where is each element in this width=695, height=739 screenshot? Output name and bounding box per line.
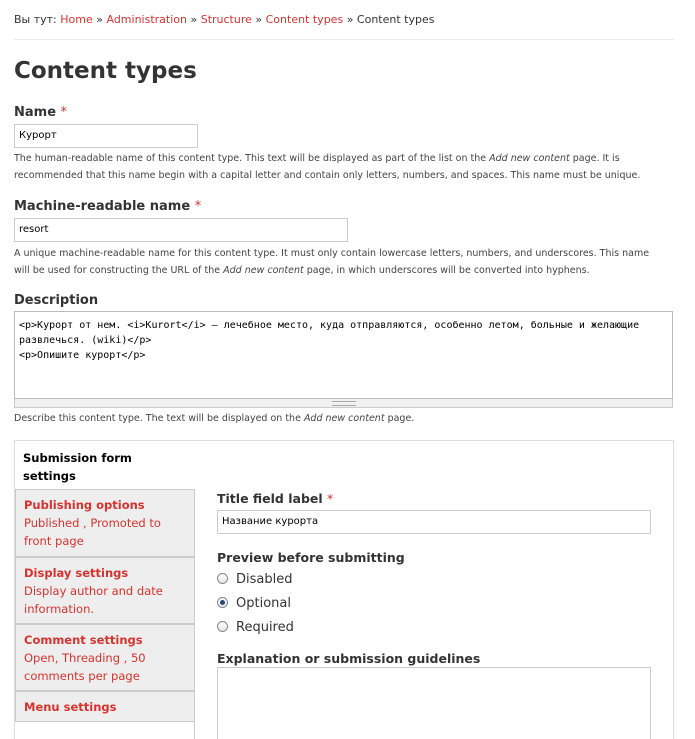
- name-description-emphasis: Add new content: [489, 153, 570, 164]
- breadcrumb-separator: »: [346, 13, 354, 26]
- machine-name-description-text: page, in which underscores will be converted into hyphens.: [303, 265, 590, 276]
- machine-name-description-text: A unique machine-readable name for this content type. It must only contain lowercase letters, numbers, and underscores. This name will be used for constructing the URL of the: [14, 248, 650, 276]
- breadcrumb-current: Content types: [356, 13, 435, 26]
- radio-button-selected-icon[interactable]: [217, 597, 228, 608]
- breadcrumb-link-home[interactable]: Home: [60, 13, 93, 26]
- tab-title: Display settings: [24, 566, 129, 580]
- tab-comment-settings[interactable]: [15, 624, 195, 691]
- tab-submission-form-settings[interactable]: [15, 441, 195, 489]
- breadcrumb-separator: »: [190, 13, 198, 26]
- breadcrumb-link-administration[interactable]: Administration: [106, 13, 187, 26]
- description-textarea[interactable]: <p>Курорт от нем. <i>Kurort</i> – лечебное место, куда отправляются, особенно летом, больные и желающие развлечься. (wiki)</p> <p>Опишите курорт</p>: [14, 311, 673, 399]
- tab-summary: Open, Threading , 50 comments per page: [24, 651, 146, 683]
- tab-title: Menu settings: [24, 700, 117, 714]
- breadcrumb-prefix: Вы тут:: [14, 13, 57, 26]
- tab-menu-settings[interactable]: [15, 691, 195, 722]
- name-input[interactable]: Курорт: [14, 124, 198, 148]
- tab-title: Submission form settings: [23, 451, 132, 483]
- machine-name-description-emphasis: Add new content: [223, 265, 304, 276]
- breadcrumb-separator: »: [255, 13, 263, 26]
- preview-label: Preview before submitting: [217, 550, 405, 565]
- name-label: [14, 105, 67, 120]
- name-label-text: Name: [14, 105, 57, 120]
- breadcrumb-separator: »: [96, 13, 103, 26]
- radio-label: Optional: [236, 596, 291, 611]
- tab-title: Publishing options: [24, 498, 145, 512]
- machine-name-input[interactable]: resort: [14, 218, 348, 242]
- radio-button-icon[interactable]: [217, 621, 228, 632]
- radio-label: Required: [236, 620, 294, 635]
- name-description-text: The human-readable name of this content type. This text will be displayed as part of the list on the: [14, 153, 490, 164]
- description-help-text: page.: [384, 413, 415, 424]
- title-field-label: [217, 491, 333, 506]
- title-field-input[interactable]: Название курорта: [217, 510, 651, 534]
- name-description: [14, 150, 664, 184]
- tab-summary: Published , Promoted to front page: [24, 516, 161, 548]
- guidelines-label: Explanation or submission guidelines: [217, 651, 481, 666]
- required-mark: *: [60, 105, 68, 120]
- name-description-text: page. It is recommended that this name begin with a capital letter and contain only letters, numbers, and spaces. This name must be unique.: [14, 153, 641, 181]
- radio-disabled[interactable]: [217, 572, 292, 587]
- guidelines-textarea[interactable]: [217, 667, 651, 739]
- tab-publishing-options[interactable]: [15, 489, 195, 557]
- breadcrumb: [14, 13, 434, 26]
- tab-summary: Display author and date information.: [24, 584, 163, 616]
- radio-label: Disabled: [236, 572, 293, 587]
- tab-display-settings[interactable]: [15, 557, 195, 624]
- machine-name-description: [14, 245, 664, 279]
- machine-name-label-text: Machine-readable name: [14, 199, 191, 214]
- radio-required[interactable]: [217, 620, 294, 635]
- machine-name-label: [14, 199, 201, 214]
- description-help-text: Describe this content type. The text will be displayed on the: [14, 413, 304, 424]
- radio-optional[interactable]: [217, 596, 291, 611]
- divider: [14, 39, 674, 40]
- textarea-resize-grip[interactable]: [14, 399, 673, 408]
- description-help-emphasis: Add new content: [303, 413, 385, 424]
- tab-title: Comment settings: [24, 633, 143, 647]
- breadcrumb-link-content-types[interactable]: Content types: [265, 13, 344, 26]
- page-title: Content types: [14, 58, 197, 84]
- required-mark: *: [327, 491, 334, 506]
- description-label: Description: [14, 293, 99, 308]
- radio-button-icon[interactable]: [217, 573, 228, 584]
- required-mark: *: [194, 199, 202, 214]
- grip-icon: [332, 401, 356, 406]
- breadcrumb-link-structure[interactable]: Structure: [200, 13, 252, 26]
- description-help: [14, 410, 664, 427]
- title-field-label-text: Title field label: [217, 491, 323, 506]
